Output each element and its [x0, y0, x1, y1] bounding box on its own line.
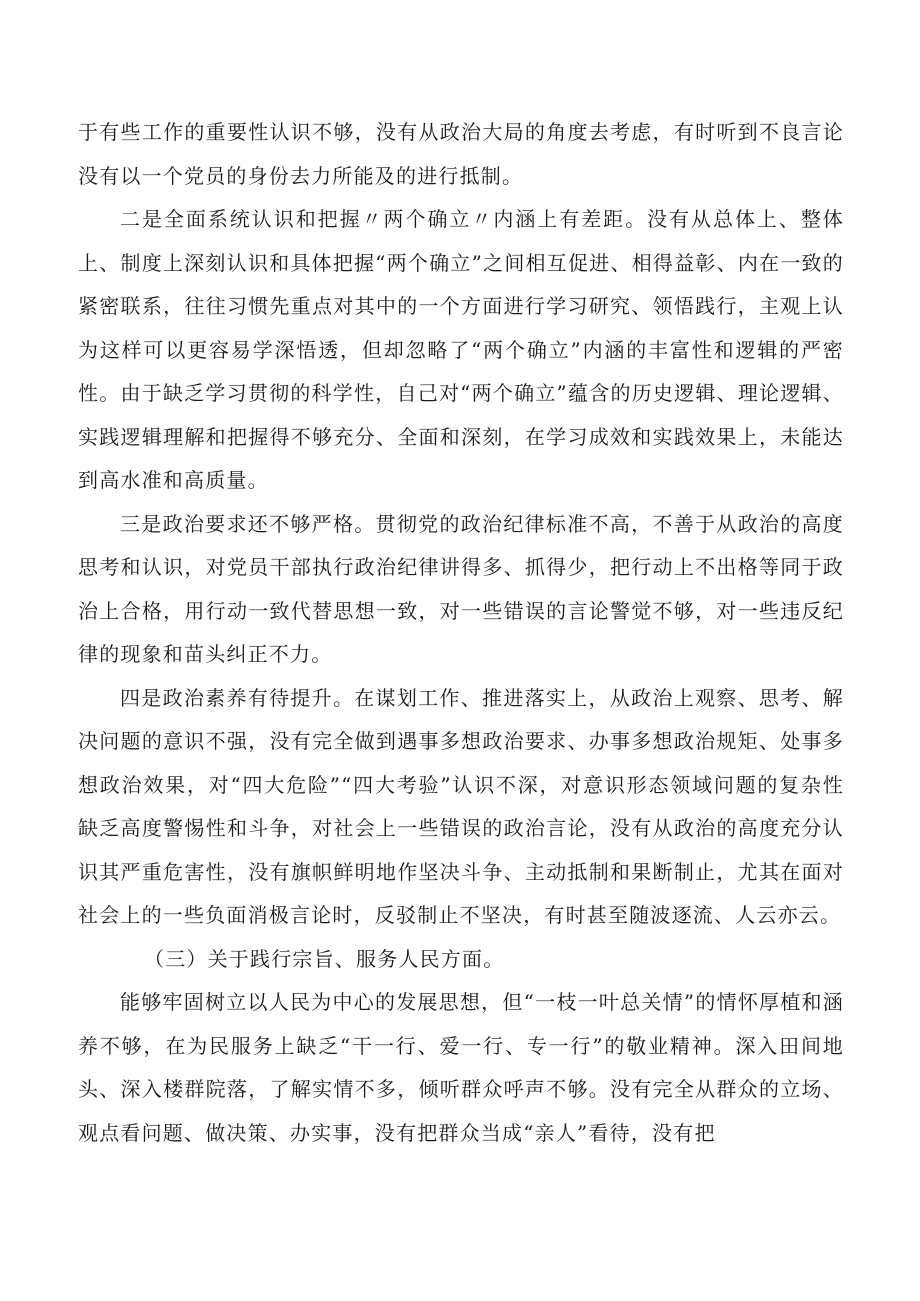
paragraph-serve-people: 能够牢固树立以人民为中心的发展思想，但“一枝一叶总关情”的情怀厚植和涵养不够，在为民服务上缺乏“干一行、爱一行、专一行”的敬业精神。深入田间地头、深入楼群院落，了解实情不多，倾听群众呼声不够。没有完全从群众的立场、观点看问题、做决策、办实事，没有把群众当成“亲人”看待，没有把	[78, 990, 844, 1145]
paragraph-continuation: 于有些工作的重要性认识不够，没有从政治大局的角度去考虑，有时听到不良言论没有以一个党员的身份去力所能及的进行抵制。	[78, 120, 844, 188]
paragraph-two-establishments: 二是全面系统认识和把握〃两个确立〃内涵上有差距。没有从总体上、整体上、制度上深刻认识和具体把握“两个确立”之间相互促进、相得益彰、内在一致的紧密联系，往往习惯先重点对其中的一个方面进行学习研究、领悟践行，主观上认为这样可以更容易学深悟透，但却忽略了“两个确立”内涵的丰富性和逻辑的严密性。由于缺乏学习贯彻的科学性，自己对“两个确立”蕴含的历史逻辑、理论逻辑、实践逻辑理解和把握得不够充分、全面和深刻，在学习成效和实践效果上，未能达到高水准和高质量。	[78, 207, 844, 492]
document-page	[78, 111, 844, 1155]
section-heading-serve-people: （三）关于践行宗旨、服务人民方面。	[144, 946, 505, 971]
paragraph-political-literacy: 四是政治素养有待提升。在谋划工作、推进落实上，从政治上观察、思考、解决问题的意识不强，没有完全做到遇事多想政治要求、办事多想政治规矩、处事多想政治效果，对“四大危险”“四大考验”认识不深，对意识形态领域问题的复杂性缺乏高度警惕性和斗争，对社会上一些错误的政治言论，没有从政治的高度充分认识其严重危害性，没有旗帜鲜明地作坚决斗争、主动抵制和果断制止，尤其在面对社会上的一些负面消极言论时，反驳制止不坚决，有时甚至随波逐流、人云亦云。	[78, 685, 844, 927]
paragraph-political-requirements: 三是政治要求还不够严格。贯彻党的政治纪律标准不高，不善于从政治的高度思考和认识，对党员干部执行政治纪律讲得多、抓得少，把行动上不出格等同于政治上合格，用行动一致代替思想一致，对一些错误的言论警觉不够，对一些违反纪律的现象和苗头纠正不力。	[78, 511, 844, 666]
